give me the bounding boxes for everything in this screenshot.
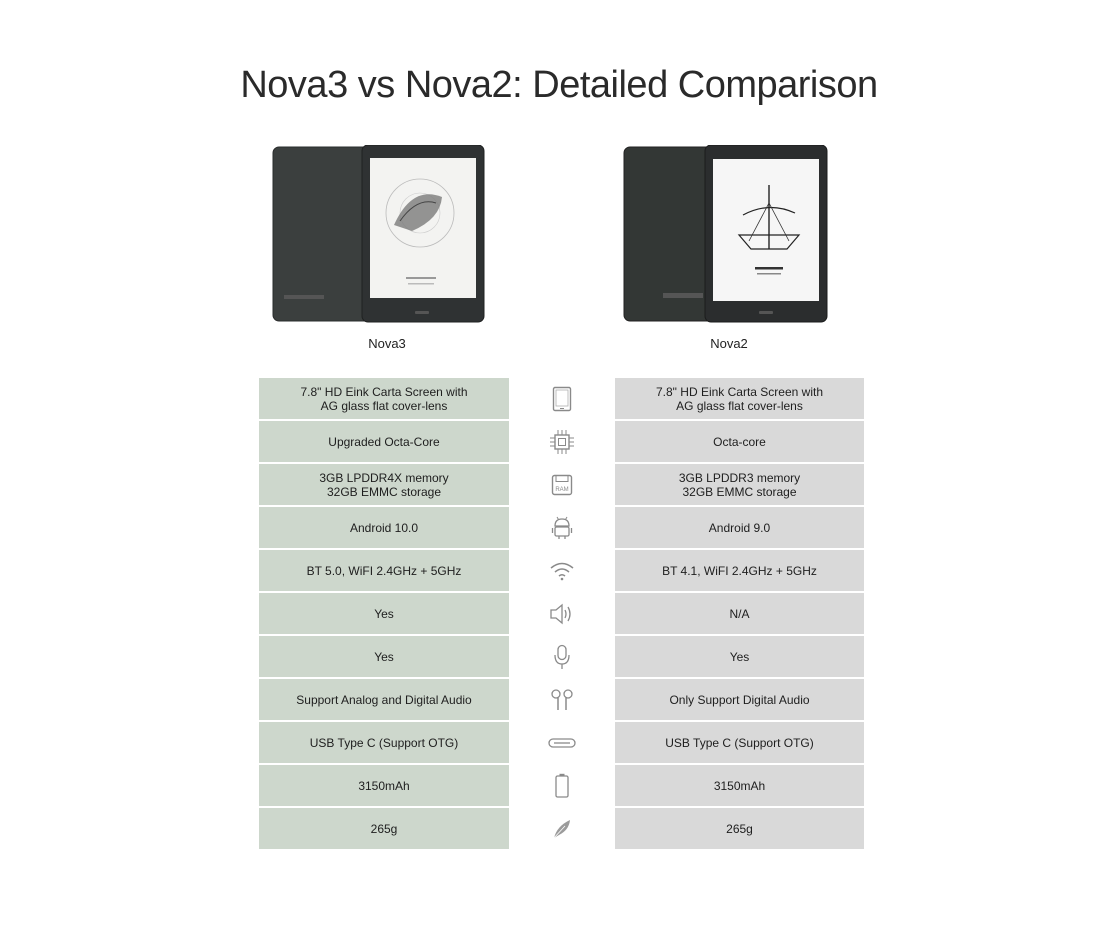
table-row <box>259 722 864 763</box>
nova2-spec-cell: 7.8" HD Eink Carta Screen with AG glass flat cover-lens <box>615 378 864 419</box>
usb-c-icon <box>511 722 613 763</box>
comparison-table <box>259 378 864 851</box>
nova3-spec-cell: 7.8" HD Eink Carta Screen with AG glass flat cover-lens <box>259 378 509 419</box>
table-row <box>259 679 864 720</box>
nova3-spec-cell: 3150mAh <box>259 765 509 806</box>
nova2-spec-cell: 265g <box>615 808 864 849</box>
speaker-icon <box>511 593 613 634</box>
table-row <box>259 593 864 634</box>
page-title: Nova3 vs Nova2: Detailed Comparison <box>240 64 878 106</box>
table-row <box>259 464 864 505</box>
nova2-spec-cell: 3GB LPDDR3 memory 32GB EMMC storage <box>615 464 864 505</box>
table-row <box>259 765 864 806</box>
tablet-icon <box>511 378 613 419</box>
ram-icon-label: RAM <box>555 486 569 493</box>
nova2-spec-cell: USB Type C (Support OTG) <box>615 722 864 763</box>
table-row <box>259 636 864 677</box>
nova3-spec-cell: Support Analog and Digital Audio <box>259 679 509 720</box>
nova3-spec-cell: Yes <box>259 636 509 677</box>
nova2-spec-cell: BT 4.1, WiFI 2.4GHz + 5GHz <box>615 550 864 591</box>
nova2-device-image <box>623 145 829 328</box>
earbuds-icon <box>511 679 613 720</box>
nova2-spec-cell: N/A <box>615 593 864 634</box>
nova3-spec-cell: 3GB LPDDR4X memory 32GB EMMC storage <box>259 464 509 505</box>
table-row <box>259 808 864 849</box>
nova3-spec-cell: 265g <box>259 808 509 849</box>
nova2-spec-cell: Only Support Digital Audio <box>615 679 864 720</box>
nova2-spec-cell: 3150mAh <box>615 765 864 806</box>
nova3-spec-cell: Yes <box>259 593 509 634</box>
battery-icon <box>511 765 613 806</box>
nova2-label: Nova2 <box>710 336 748 351</box>
cpu-chip-icon <box>511 421 613 462</box>
nova2-spec-cell: Octa-core <box>615 421 864 462</box>
nova2-spec-cell: Yes <box>615 636 864 677</box>
nova3-spec-cell: BT 5.0, WiFI 2.4GHz + 5GHz <box>259 550 509 591</box>
nova2-spec-cell: Android 9.0 <box>615 507 864 548</box>
table-row <box>259 378 864 419</box>
android-icon <box>511 507 613 548</box>
nova3-spec-cell: Upgraded Octa-Core <box>259 421 509 462</box>
table-row <box>259 550 864 591</box>
table-row <box>259 421 864 462</box>
nova3-label: Nova3 <box>368 336 406 351</box>
wifi-icon <box>511 550 613 591</box>
nova3-device-image <box>272 145 486 328</box>
nova3-spec-cell: USB Type C (Support OTG) <box>259 722 509 763</box>
microphone-icon <box>511 636 613 677</box>
ram-icon <box>511 464 613 505</box>
table-row <box>259 507 864 548</box>
nova3-spec-cell: Android 10.0 <box>259 507 509 548</box>
feather-icon <box>511 808 613 849</box>
